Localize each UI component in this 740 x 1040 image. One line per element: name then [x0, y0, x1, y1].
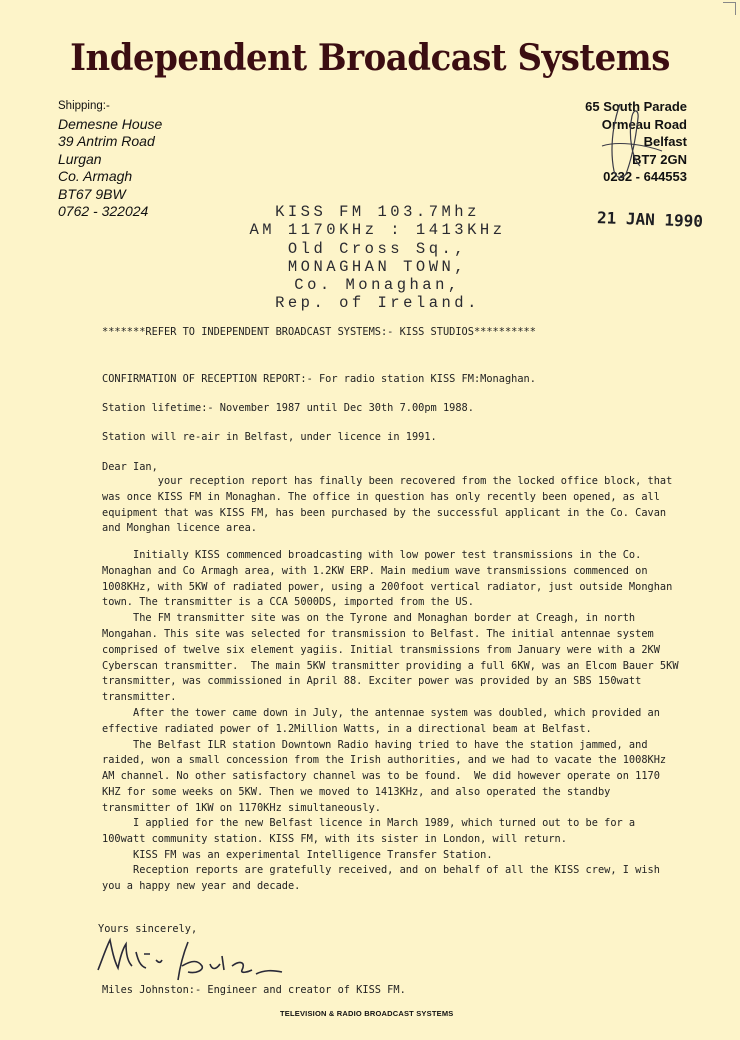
letter-paragraph: Initially KISS commenced broadcasting with low power test transmissions in the Co. Monaghan and Co Armagh area, with 1.2KW ERP. Main medium wave transmissions commenced on 1008KHz, with 5KW of radiated power, using a 200foot vertical radiator, just outside Monghan town. The transmitter is a CCA 5000DS, imported from the US. The FM transmitter site was on the Tyrone and Monaghan border at Creagh, in north Mongahan. This site was selected for transmission to Belfast. The initial antennae system comprised of twelve six element yagiis. Initial transmissions from January were with a 2KW Cyberscan transmitter. The main 5KW transmitter providing a full 6KW, was an Elcom Bauer 5KW transmitter, was commissioned in April 88. Exciter power was provided by an SBS 150watt transmitter. After the tower came down in July, the antennae system was doubled, which provided an effective radiated power of 1.2Million Watts, in a directional beam at Belfast. The Belfast ILR station Downtown Radio having tried to have the station jammed, and raided, won a small concession from the Irish authorities, and we had to vacate the 1008KHz AM channel. No other satisfactory channel was to be found. We did however operate on 1170 KHZ for some weeks on 5KW. Then we moved to 1413KHz, and also operated the standby transmitter of 1KW on 1170KHz simultaneously. [102, 549, 679, 814]
office-line: Ormeau Road [601, 116, 687, 132]
page-corner-mark [723, 2, 736, 15]
letter-paragraph: your reception report has finally been recovered from the locked office block, that was once KISS FM in Monaghan. The office in question has only recently been opened, as all equipment that was KISS FM, has been purchased by the successful applicant in the Co. Cavan and Monghan licence area. [102, 475, 673, 535]
date-stamp: 21 JAN 1990 [596, 208, 704, 231]
refer-line: *******REFER TO INDEPENDENT BROADCAST SYSTEMS:- KISS STUDIOS********** [102, 326, 536, 338]
stamp-line: Old Cross Sq., [287, 239, 468, 258]
shipping-line: 39 Antrim Road [58, 133, 155, 149]
footer-tag: TELEVISION & RADIO BROADCAST SYSTEMS [280, 1009, 454, 1018]
office-phone: 0232 - 644553 [603, 169, 687, 184]
letterhead-title: Independent Broadcast Systems [70, 36, 670, 80]
salutation: Dear Ian, [102, 461, 158, 473]
signature-line: Miles Johnston:- Engineer and creator of KISS FM. [102, 984, 406, 996]
closing: Yours sincerely, [98, 923, 198, 935]
confirmation-line: CONFIRMATION OF RECEPTION REPORT:- For radio station KISS FM:Monaghan. [102, 373, 536, 385]
lifetime-line: Station lifetime:- November 1987 until Dec 30th 7.00pm 1988. [102, 402, 474, 414]
stamp-line: MONAGHAN TOWN, [287, 257, 468, 276]
shipping-label: Shipping:- [58, 100, 110, 112]
letter-paragraph: I applied for the new Belfast licence in March 1989, which turned out to be for a 100watt community station. KISS FM, with its sister in London, will return. KISS FM was an experimental Intelligence Transfer Station. Reception reports are gratefully received, and on behalf of all the KISS crew, I wish you a happy new year and decade. [102, 817, 660, 893]
letterhead-scribble [592, 96, 672, 186]
stamp-line: Rep. of Ireland. [275, 294, 480, 313]
shipping-line: Co. Armagh [58, 168, 133, 184]
shipping-line: Demesne House [58, 115, 163, 132]
office-line: 65 South Parade [585, 99, 687, 114]
shipping-address [58, 98, 162, 221]
station-stamp [200, 203, 555, 313]
reair-line: Station will re-air in Belfast, under licence in 1991. [102, 431, 437, 443]
shipping-line: BT67 9BW [58, 185, 126, 202]
stamp-line: AM 1170KHz : 1413KHz [249, 221, 506, 240]
stamp-line: KISS FM 103.7Mhz [275, 203, 480, 221]
handwritten-signature [92, 930, 292, 990]
shipping-phone: 0762 - 322024 [58, 203, 149, 219]
stamp-line: Co. Monaghan, [294, 276, 461, 295]
shipping-line: Lurgan [58, 150, 102, 167]
office-line: Belfast [643, 134, 687, 149]
office-line: BT7 2GN [632, 151, 687, 167]
